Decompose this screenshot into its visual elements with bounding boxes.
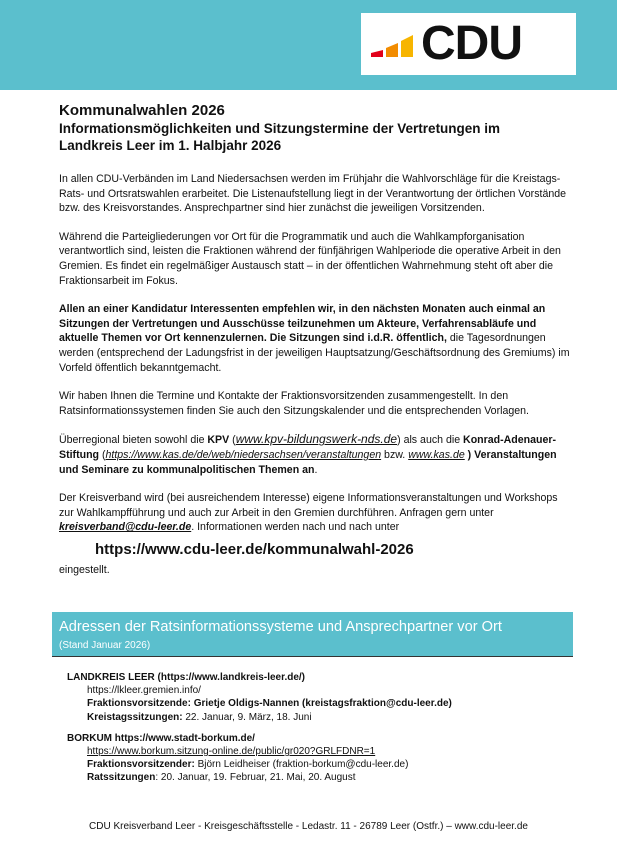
entry-borkum [67, 732, 567, 785]
dates-label: Ratssitzungen [87, 772, 156, 784]
email-link[interactable]: kreisverband@cdu-leer.de [59, 521, 192, 534]
p5-text-1: Überregional bieten sowohl die [59, 434, 208, 447]
page-title: Kommunalwahlen 2026 [59, 102, 225, 119]
p6-text-2: . Informationen werden nach und nach unter [191, 521, 400, 534]
paragraph-4: Wir haben Ihnen die Termine und Kontakte der Fraktionsvorsitzenden zusammengestellt. In den Ratsinformationssystemen finden Sie auch den Sitzungskalender und die entsprechenden Vorlagen. [59, 390, 529, 417]
document-body [59, 102, 571, 577]
kpv-link[interactable]: www.kpv-bildungswerk-nds.de [235, 432, 398, 447]
paragraph-5 [59, 432, 571, 477]
logo-bars-icon [371, 33, 415, 57]
entry-chair [67, 758, 567, 771]
p5-text-6: ) [464, 448, 475, 461]
entries-list [67, 671, 567, 785]
chair-label: Fraktionsvorsitzender: [87, 759, 198, 771]
p5-text-3: ) als auch die [397, 434, 464, 447]
kas-link-2[interactable]: www.kas.de [408, 448, 465, 461]
section-title: Adressen der Ratsinformationssysteme und Ansprechpartner vor Ort [59, 619, 502, 635]
dates-value: : 20. Januar, 19. Februar, 21. Mai, 20. August [155, 772, 356, 784]
entry-landkreis-leer [67, 671, 567, 724]
chair-value: Björn Leidheiser (fraktion-borkum@cdu-leer.de) [197, 759, 409, 771]
page-subtitle-2: Landkreis Leer im 1. Halbjahr 2026 [59, 138, 282, 153]
entry-head: BORKUM https://www.stadt-borkum.de/ [67, 732, 255, 744]
p6-text-1: Der Kreisverband wird (bei ausreichendem Interesse) eigene Informationsveranstaltungen und Workshops zur Wahlkampfführung und auch zur Arbeit in den Gremien durchführen. Anfragen gern unter [59, 492, 558, 519]
p5-text-5: bzw. [381, 448, 409, 461]
logo-text: CDU [421, 17, 522, 70]
paragraph-1: In allen CDU-Verbänden im Land Niedersachsen werden im Frühjahr die Wahlvorschläge für die Kreistags- Rats- und Ortsratswahlen erarbeitet. Die Listenaufstellung liegt in der Verantwortung der örtlichen Vorstände bzw. des Kreisvorstandes. Ansprechpartner sind hier zunächst die jeweiligen Vorsitzenden. [59, 173, 567, 215]
cdu-logo [361, 13, 576, 75]
p5-text-4: ( [99, 448, 106, 461]
dates-value: 22. Januar, 9. März, 18. Juni [185, 711, 312, 723]
entry-head: LANDKREIS LEER (https://www.landkreis-leer.de/) [67, 672, 305, 683]
kas-label: Konrad-Adenauer-Stiftung [59, 434, 557, 461]
kpv-label: KPV [207, 434, 230, 447]
page-subtitle-1: Informationsmöglichkeiten und Sitzungstermine der Vertretungen im [59, 121, 501, 136]
dates-label: Kreistagssitzungen: [87, 711, 186, 723]
paragraph-3-rest: die Tagesordnungen werden (entsprechend der Ladungsfrist in der jeweiligen Hauptsatzung/Geschäftsordnung des Gremiums) im Vorfeld öffentlich bekanntgemacht. [59, 332, 570, 374]
entry-url[interactable]: https://lkleer.gremien.info/ [87, 685, 201, 697]
chair-label: Fraktionsvorsitzende: [87, 698, 194, 710]
paragraph-3 [59, 302, 571, 375]
entry-dates [67, 771, 567, 784]
entry-url[interactable]: https://www.borkum.sitzung-online.de/public/gr020?GRLFDNR=1 [87, 746, 376, 758]
kas-link[interactable]: https://www.kas.de/de/web/niedersachsen/veranstaltungen [105, 448, 382, 461]
paragraph-3-bold: Allen an einer Kandidatur Interessenten empfehlen wir, in den nächsten Monaten auch einmal an Sitzungen der Vertretungen und Ausschüsse teilzunehmen um Akteure, Verfahrensabläufe und aktuelle Themen vor Ort kennenzulernen. Die Sitzungen sind i.d.R. öffentlich, [59, 303, 546, 345]
eingestellt-text: eingestellt. [59, 563, 110, 576]
footer: CDU Kreisverband Leer - Kreisgeschäftsstelle - Ledastr. 11 - 26789 Leer (Ostfr.) – www.cdu-leer.de [89, 821, 528, 832]
p5-text-8: . [314, 463, 318, 476]
section-subtitle: (Stand Januar 2026) [59, 640, 151, 651]
entry-dates [67, 711, 567, 724]
paragraph-2: Während die Parteigliederungen vor Ort für die Programmatik und auch die Wahlkampforganisation verantwortlich sind, leisten die Fraktionen während der fünfjährigen Wahlperiode die operative Arbeit in den Gremien. Es findet ein regelmäßiger Austausch statt – in der öffentlichen Wahrnehmung steht oft aber die Fraktionsarbeit im Fokus. [59, 230, 561, 287]
kommunalwahl-link[interactable]: https://www.cdu-leer.de/kommunalwahl-2026 [95, 540, 414, 558]
entry-chair [67, 697, 567, 710]
section-divider [52, 656, 573, 657]
chair-value: Grietje Oldigs-Nannen (kreistagsfraktion@cdu-leer.de) [193, 698, 452, 710]
p5-text-2: ( [229, 434, 236, 447]
section-header [52, 612, 573, 656]
seminars-text: Veranstaltungen und Seminare zu kommunalpolitischen Themen an [59, 448, 557, 476]
paragraph-6 [59, 491, 571, 535]
